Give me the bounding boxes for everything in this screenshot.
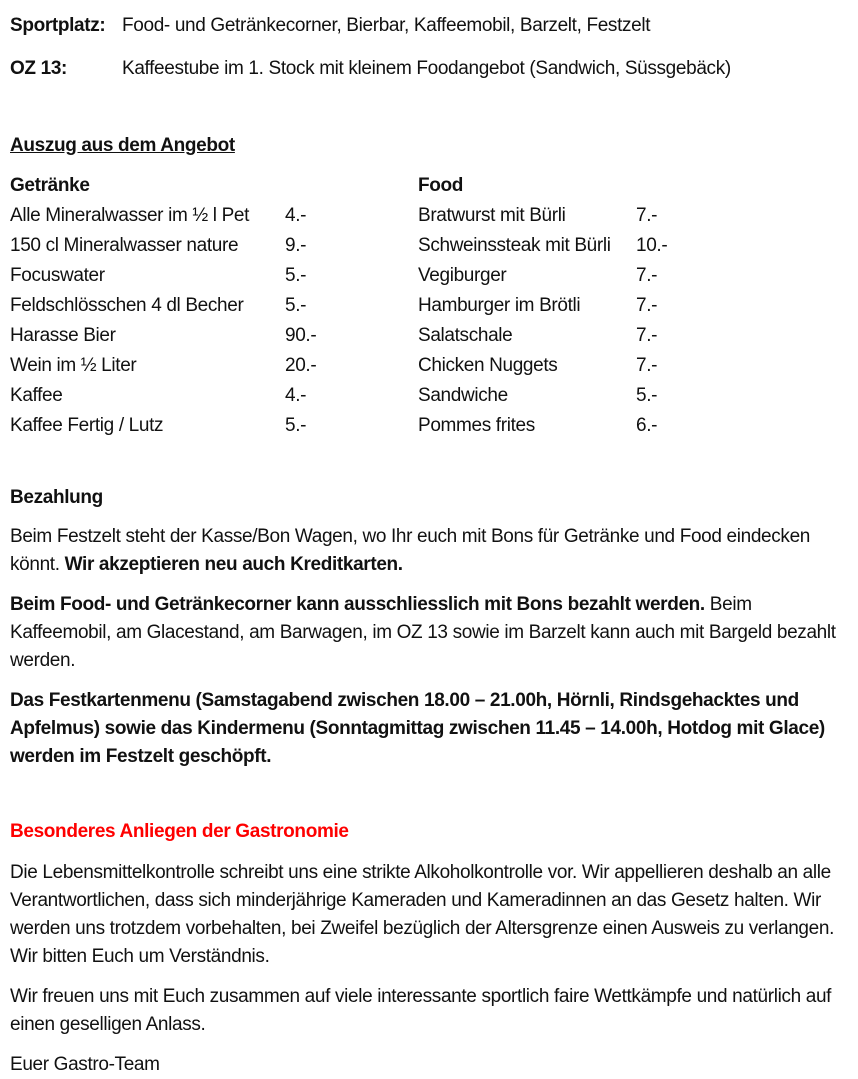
menu-item-price: 5.- (636, 385, 658, 406)
menu-item-row (418, 351, 850, 381)
menu-item-row (10, 261, 418, 291)
location-description-oz13: Kaffeestube im 1. Stock mit kleinem Foodangebot (Sandwich, Süssgebäck) (122, 58, 731, 79)
menu-item-row (10, 411, 418, 441)
drinks-heading: Getränke (10, 175, 90, 196)
menu-item-price: 5.- (285, 415, 307, 436)
menu-item-name: Schweinssteak mit Bürli (418, 235, 611, 256)
food-column (418, 171, 850, 441)
signoff: Euer Gastro-Team (10, 1054, 160, 1075)
payment-paragraph-1-normal: Beim Festzelt steht der Kasse/Bon Wagen, wo Ihr euch mit Bons für Getränke und Food eindecken könnt. (10, 526, 811, 575)
menu-item-price: 4.- (285, 205, 307, 226)
menu-item-row (418, 291, 850, 321)
menu-item-name: 150 cl Mineralwasser nature (10, 235, 239, 256)
payment-paragraph-3: Das Festkartenmenu (Samstagabend zwischen 18.00 – 21.00h, Hörnli, Rindsgehacktes und Apfelmus) sowie das Kindermenu (Sonntagmittag zwischen 11.45 – 14.00h, Hotdog mit Glace) werden im Festzelt geschöpft. (10, 690, 825, 767)
location-row-sportplatz (10, 12, 850, 40)
location-label-oz13: OZ 13: (10, 58, 68, 79)
menu-item-row (418, 231, 850, 261)
menu-item-row (10, 381, 418, 411)
menu-item-name: Feldschlösschen 4 dl Becher (10, 295, 244, 316)
payment-paragraph-2-normal: Beim Kaffeemobil, am Glacestand, am Barwagen, im OZ 13 sowie im Barzelt kann auch mit Bargeld bezahlt werden. (10, 594, 836, 671)
menu-item-row (10, 201, 418, 231)
menu-item-price: 9.- (285, 235, 307, 256)
menu-item-name: Kaffee (10, 385, 63, 406)
menu-item-name: Pommes frites (418, 415, 535, 436)
menu-item-row (10, 321, 418, 351)
menu-item-name: Focuswater (10, 265, 105, 286)
menu-item-row (418, 321, 850, 351)
menu-item-name: Salatschale (418, 325, 513, 346)
drinks-column (10, 171, 418, 441)
location-label-sportplatz: Sportplatz: (10, 15, 106, 36)
menu-item-price: 7.- (636, 265, 658, 286)
payment-heading: Bezahlung (10, 487, 103, 508)
payment-paragraph-1 (10, 523, 850, 579)
offer-heading: Auszug aus dem Angebot (10, 135, 235, 156)
menu-item-row (10, 231, 418, 261)
menu-item-row (418, 411, 850, 441)
menu-item-price: 7.- (636, 355, 658, 376)
menu-item-price: 4.- (285, 385, 307, 406)
menu-item-row (418, 381, 850, 411)
menu-item-name: Bratwurst mit Bürli (418, 205, 566, 226)
menu-item-price: 5.- (285, 265, 307, 286)
payment-paragraph-1-bold: Wir akzeptieren neu auch Kreditkarten. (64, 554, 403, 575)
menu-item-price: 7.- (636, 295, 658, 316)
menu-item-name: Vegiburger (418, 265, 507, 286)
menu-item-price: 7.- (636, 205, 658, 226)
menu-item-name: Sandwiche (418, 385, 508, 406)
menu-item-name: Hamburger im Brötli (418, 295, 581, 316)
menu-item-name: Harasse Bier (10, 325, 116, 346)
menu-item-name: Alle Mineralwasser im ½ l Pet (10, 205, 250, 226)
payment-paragraph-2-bold: Beim Food- und Getränkecorner kann ausschliesslich mit Bons bezahlt werden. (10, 594, 705, 615)
gastronomy-paragraph-2: Wir freuen uns mit Euch zusammen auf viele interessante sportlich faire Wettkämpfe und natürlich auf einen geselligen Anlass. (10, 986, 832, 1035)
menu-item-price: 7.- (636, 325, 658, 346)
food-heading: Food (418, 175, 464, 196)
location-row-oz13 (10, 55, 850, 83)
location-description-sportplatz: Food- und Getränkecorner, Bierbar, Kaffeemobil, Barzelt, Festzelt (122, 15, 651, 36)
drinks-list (10, 201, 418, 441)
menu-item-price: 90.- (285, 325, 317, 346)
menu-item-name: Kaffee Fertig / Lutz (10, 415, 164, 436)
gastronomy-paragraph-1: Die Lebensmittelkontrolle schreibt uns eine strikte Alkoholkontrolle vor. Wir appellieren deshalb an alle Verantwortlichen, dass sich minderjährige Kameraden und Kameradinnen an das Gesetz halten. Wir werden uns trotzdem vorbehalten, bei Zweifel bezüglich der Altersgrenze einen Ausweis zu verlangen. Wir bitten Euch um Verständnis. (10, 862, 835, 967)
menu-item-name: Wein im ½ Liter (10, 355, 137, 376)
payment-paragraph-2 (10, 591, 850, 675)
menu-item-price: 5.- (285, 295, 307, 316)
menu-item-price: 20.- (285, 355, 317, 376)
gastronomy-note-heading: Besonderes Anliegen der Gastronomie (10, 821, 349, 842)
menu-item-name: Chicken Nuggets (418, 355, 558, 376)
menu-item-row (418, 261, 850, 291)
menu-item-row (10, 291, 418, 321)
menu-item-row (10, 351, 418, 381)
menu-columns (10, 171, 850, 441)
menu-item-price: 6.- (636, 415, 658, 436)
menu-item-price: 10.- (636, 235, 668, 256)
food-list (418, 201, 850, 441)
menu-item-row (418, 201, 850, 231)
